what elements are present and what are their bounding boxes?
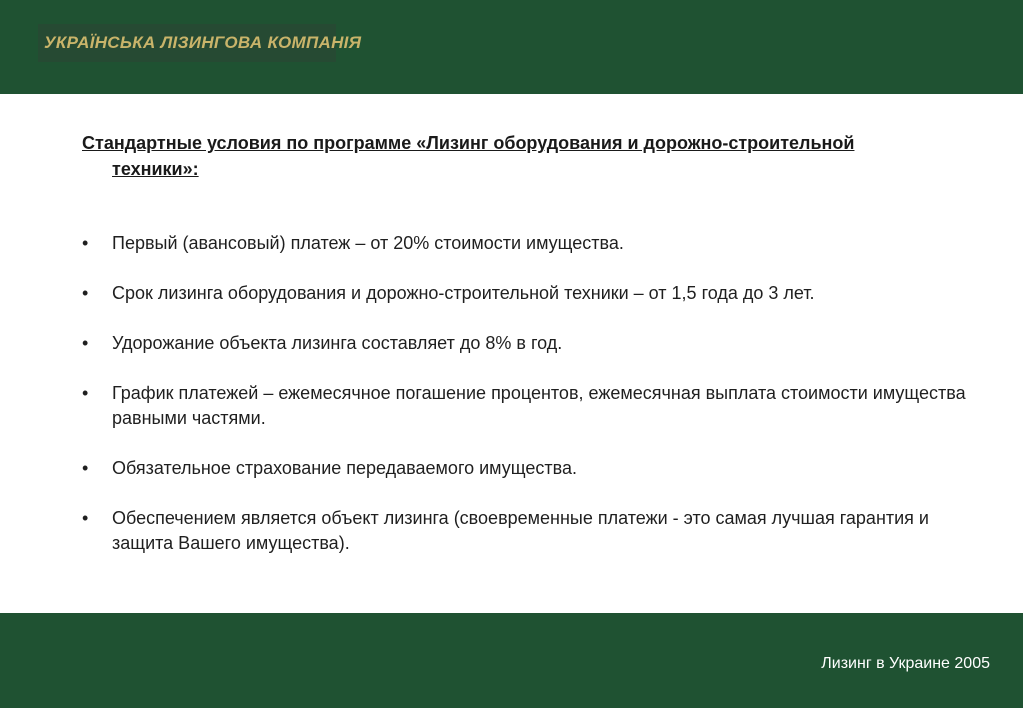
bullet-marker: • bbox=[82, 458, 89, 478]
bullet-marker: • bbox=[82, 283, 89, 303]
list-item-text: Обеспечением является объект лизинга (своевременные платежи - это самая лучшая гарантия и защита Вашего имущества). bbox=[112, 508, 929, 553]
list-item-text: Обязательное страхование передаваемого имущества. bbox=[112, 458, 577, 478]
list-item-text: График платежей – ежемесячное погашение процентов, ежемесячная выплата стоимости имущества равными частями. bbox=[112, 383, 966, 428]
list-item bbox=[82, 331, 982, 356]
list-item bbox=[82, 456, 982, 481]
logo-text: УКРАЇНСЬКА ЛІЗИНГОВА КОМПАНІЯ bbox=[44, 33, 362, 52]
list-item bbox=[82, 381, 982, 431]
list-item bbox=[82, 506, 982, 556]
list-item-text: Первый (авансовый) платеж – от 20% стоимости имущества. bbox=[112, 233, 624, 253]
list-item-text: Срок лизинга оборудования и дорожно-строительной техники – от 1,5 года до 3 лет. bbox=[112, 283, 815, 303]
bullet-marker: • bbox=[82, 383, 89, 403]
list-item bbox=[82, 231, 982, 256]
footer-caption: Лизинг в Украине 2005 bbox=[821, 655, 990, 672]
bullet-marker: • bbox=[82, 333, 89, 353]
company-logo bbox=[38, 24, 362, 62]
bullet-marker: • bbox=[82, 233, 89, 253]
conditions-list bbox=[82, 231, 982, 556]
bullet-marker: • bbox=[82, 508, 89, 528]
list-item bbox=[82, 281, 982, 306]
header-band bbox=[0, 0, 1023, 94]
list-item-text: Удорожание объекта лизинга составляет до 8% в год. bbox=[112, 333, 563, 353]
slide-heading: Стандартные условия по программе «Лизинг оборудования и дорожно-строительной техники»: bbox=[82, 133, 855, 179]
